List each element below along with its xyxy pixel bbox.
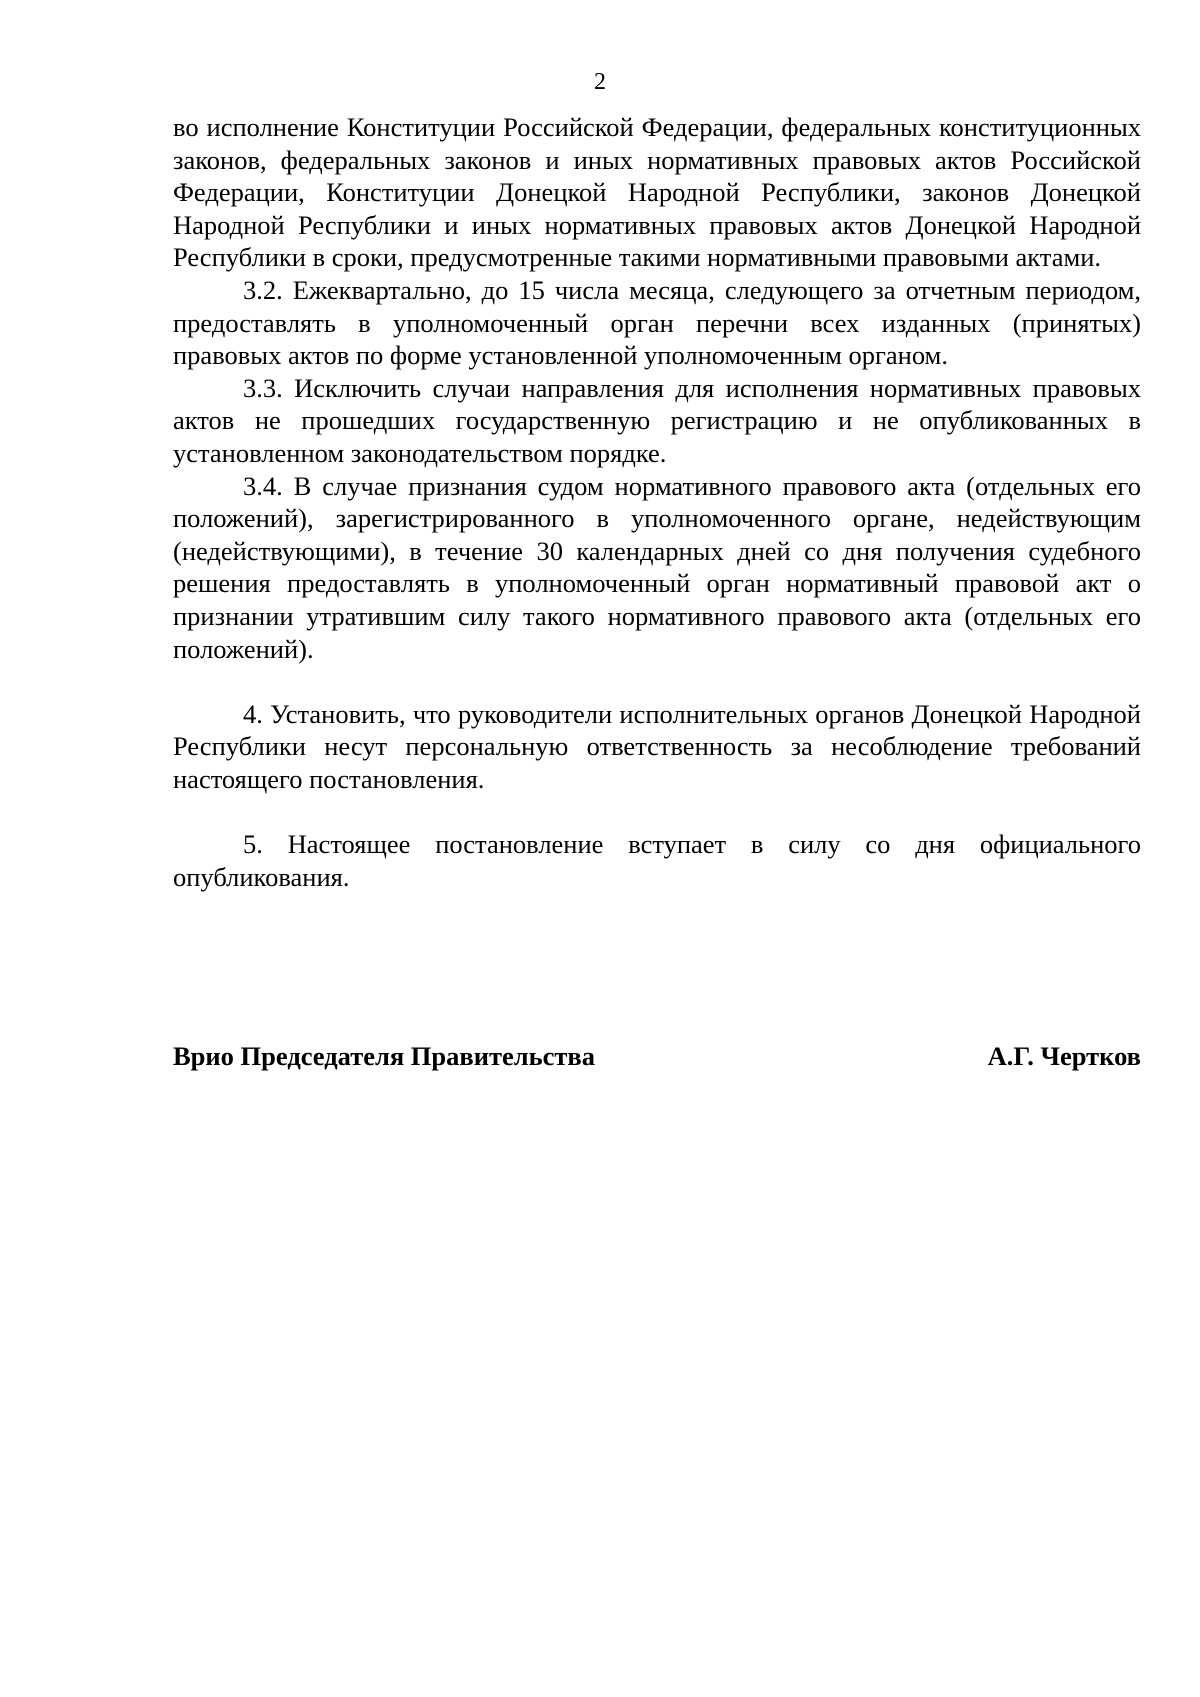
signatory-position: Врио Председателя Правительства [173, 1041, 595, 1071]
paragraph-5: 5. Настоящее постановление вступает в силу со дня официального опубликования. [173, 829, 1141, 892]
signature-block [173, 1040, 1141, 1072]
page-number: 2 [594, 69, 606, 95]
document-body [173, 111, 1141, 893]
paragraph-3-2: 3.2. Ежеквартально, до 15 числа месяца, следующего за отчетным периодом, предоставлять в уполномоченный орган перечни всех изданных (принятых) правовых актов по форме установленной уполномоченным органом. [173, 274, 1141, 371]
paragraph-intro: во исполнение Конституции Российской Федерации, федеральных конституционных законов, федеральных законов и иных нормативных правовых актов Российской Федерации, Конституции Донецкой Народной Республики, законов Донецкой Народной Республики и иных нормативных правовых актов Донецкой Народной Республики в сроки, предусмотренные такими нормативными правовыми актами. [173, 112, 1141, 273]
paragraph-4: 4. Установить, что руководители исполнительных органов Донецкой Народной Республики несут персональную ответственность за несоблюдение требований настоящего постановления. [173, 698, 1141, 794]
signatory-name: А.Г. Чертков [987, 1041, 1141, 1071]
paragraph-3-4: 3.4. В случае признания судом нормативного правового акта (отдельных его положений), зарегистрированного в уполномоченного органе, недействующим (недействующими), в течение 30 календарных дней со дня получения судебного решения предоставлять в уполномоченный орган нормативный правовой акт о признании утратившим силу такого нормативного правового акта (отдельных его положений). [173, 470, 1141, 664]
paragraph-3-3: 3.3. Исключить случаи направления для исполнения нормативных правовых актов не прошедших государственную регистрацию и не опубликованных в установленном законодательством порядке. [173, 372, 1141, 468]
